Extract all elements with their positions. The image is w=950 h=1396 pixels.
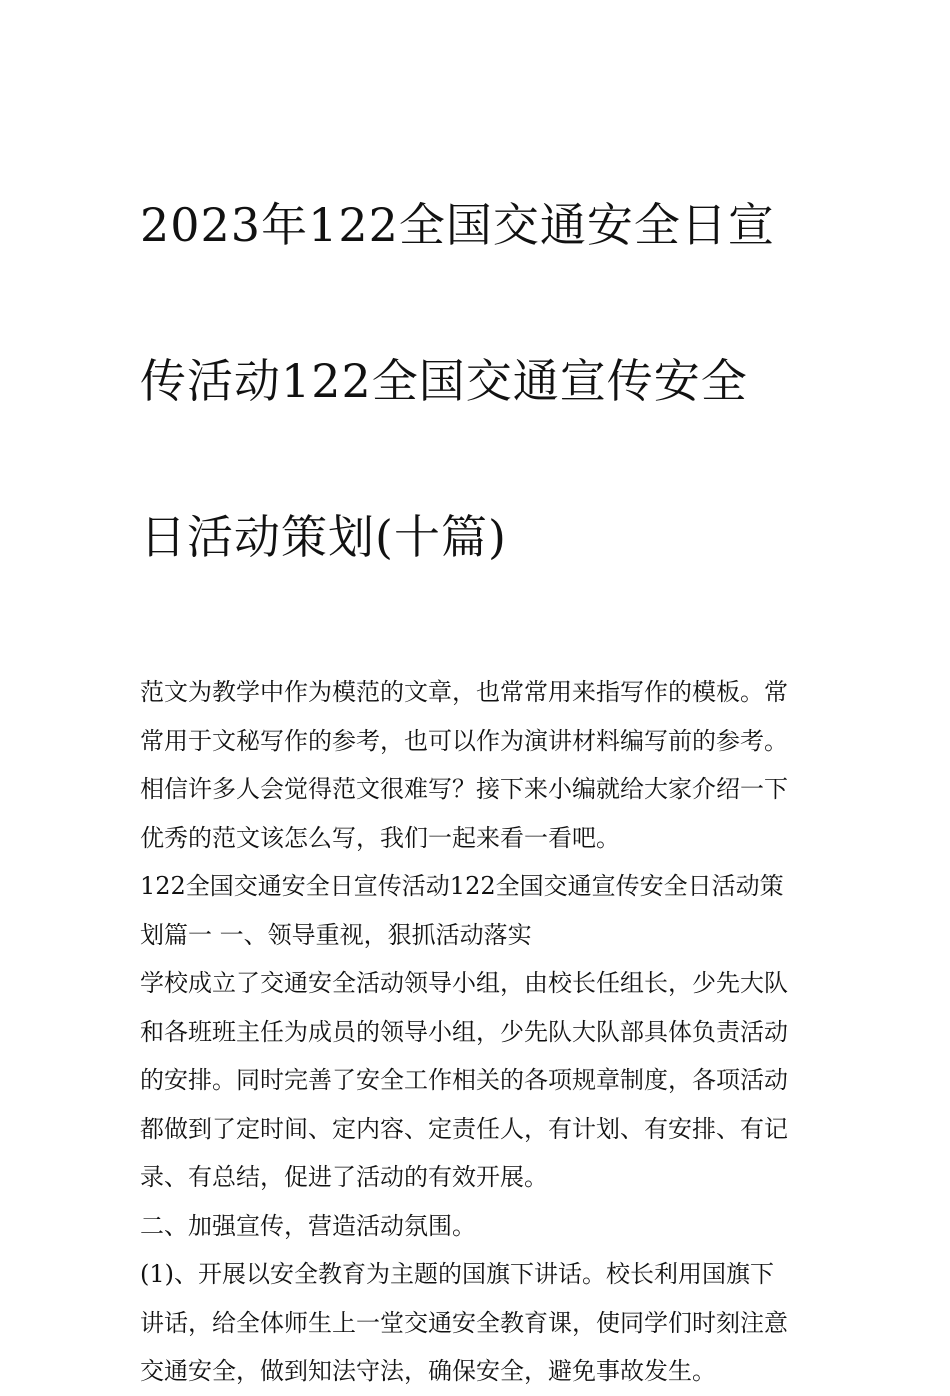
subheading-paragraph [140,1202,812,1251]
text-line: 划篇一 一、领导重视，狠抓活动落实 [140,920,532,949]
text-line: 录、有总结，促进了活动的有效开展。 [140,1163,548,1191]
text-line: 二、加强宣传，营造活动氛围。 [140,1211,476,1240]
text-line: 学校成立了交通安全活动领导小组，由校长任组长，少先大队 [140,969,788,997]
document-title [140,108,812,654]
body-paragraph [140,959,812,1202]
text-line: 交通安全，做到知法守法，确保安全，避免事故发生。 [140,1357,716,1385]
text-line: 都做到了定时间、定内容、定责任人，有计划、有安排、有记 [140,1114,788,1143]
title-line: 日活动策划(十篇) [140,510,507,564]
text-line: 优秀的范文该怎么写，我们一起来看一看吧。 [140,823,620,852]
text-line: 的安排。同时完善了安全工作相关的各项规章制度，各项活动 [140,1066,788,1094]
text-line: 相信许多人会觉得范文很难写？接下来小编就给大家介绍一下 [140,775,788,803]
text-line: 范文为教学中作为模范的文章，也常常用来指写作的模板。常 [140,678,788,706]
text-line: 和各班班主任为成员的领导小组，少先队大队部具体负责活动 [140,1017,788,1046]
document-page [140,108,812,1396]
body-paragraph [140,1250,812,1396]
text-line: (1)、开展以安全教育为主题的国旗下讲话。校长利用国旗下 [140,1260,774,1288]
text-line: 讲话，给全体师生上一堂交通安全教育课，使同学们时刻注意 [140,1308,788,1337]
title-line: 2023年122全国交通安全日宣 [140,198,775,252]
section-heading-paragraph [140,862,812,959]
intro-paragraph [140,668,812,862]
text-line: 常用于文秘写作的参考，也可以作为演讲材料编写前的参考。 [140,726,788,755]
title-line: 传活动122全国交通宣传安全 [140,354,748,408]
text-line: 122全国交通安全日宣传活动122全国交通宣传安全日活动策 [140,872,784,900]
